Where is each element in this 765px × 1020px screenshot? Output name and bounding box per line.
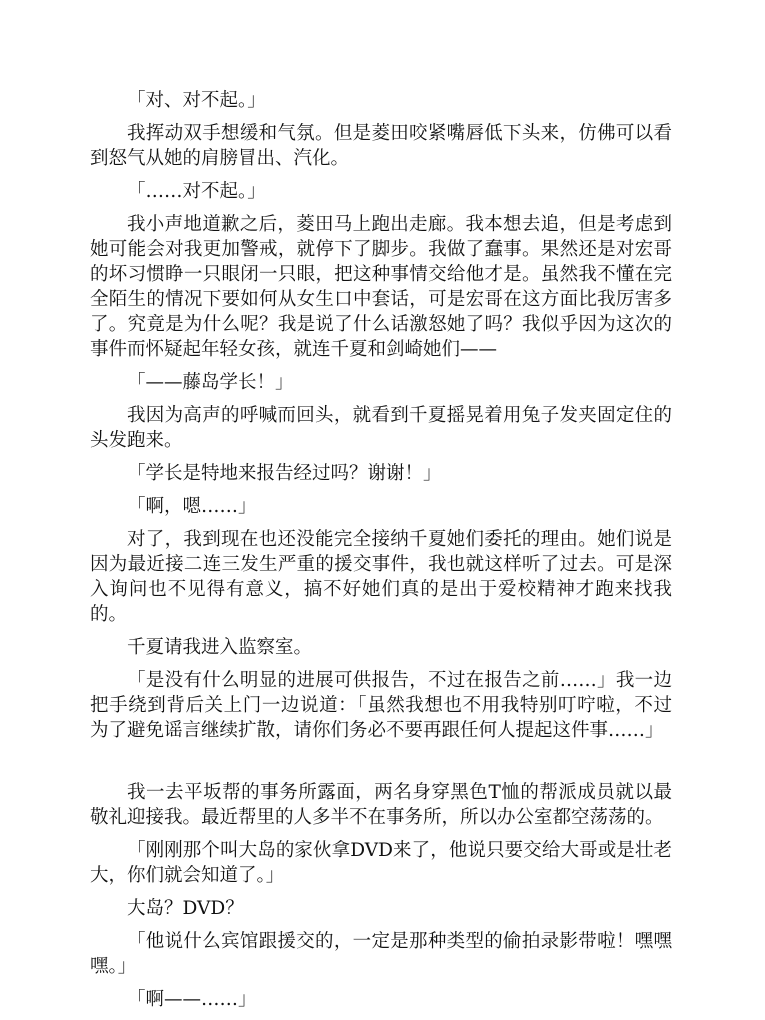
paragraph: 「刚刚那个叫大岛的家伙拿DVD来了，他说只要交给大哥或是壮老大，你们就会知道了。」 [90, 840, 672, 886]
paragraph: 「是没有什么明显的进展可供报告，不过在报告之前……」我一边把手绕到背后关上门一边说道：「虽然我想也不用我特别叮咛啦，不过为了避免谣言继续扩散，请你们务必不要再跟任何人提起这件事……」 [90, 670, 672, 741]
paragraph: 我小声地道歉之后，菱田马上跑出走廊。我本想去追，但是考虑到她可能会对我更加警戒，就停下了脚步。我做了蠢事。果然还是对宏哥的坏习惯睁一只眼闭一只眼，把这种事情交给他才是。虽然我不懂在完全陌生的情况下要如何从女生口中套话，可是宏哥在这方面比我厉害多了。究竟是为什么呢？我是说了什么话激怒她了吗？我似乎因为这次的事件而怀疑起年轻女孩，就连千夏和剑崎她们—— [90, 214, 672, 360]
paragraph: 「啊，嗯……」 [127, 496, 257, 517]
paragraph: 对了，我到现在也还没能完全接纳千夏她们委托的理由。她们说是因为最近接二连三发生严重的援交事件，我也就这样听了过去。可是深入询问也不见得有意义，搞不好她们真的是出于爱校精神才跑来找我的。 [90, 529, 672, 625]
paragraph: 我一去平坂帮的事务所露面，两名身穿黑色T恤的帮派成员就以最敬礼迎接我。最近帮里的人多半不在事务所，所以办公室都空荡荡的。 [90, 782, 672, 828]
paragraph: 我挥动双手想缓和气氛。但是菱田咬紧嘴唇低下头来，仿佛可以看到怒气从她的肩膀冒出、汽化。 [90, 123, 672, 169]
paragraph: 「……对不起。」 [127, 181, 266, 202]
page-body [90, 88, 672, 1020]
paragraph: 「对、对不起。」 [127, 90, 266, 111]
paragraph: 千夏请我进入监察室。 [127, 637, 313, 658]
paragraph: 我因为高声的呼喊而回头，就看到千夏摇晃着用兔子发夹固定住的头发跑来。 [90, 405, 672, 451]
paragraph: 「——藤岛学长！」 [127, 372, 294, 393]
scene-break [90, 751, 672, 780]
paragraph: 大岛？DVD？ [127, 898, 244, 919]
paragraph: 「学长是特地来报告经过吗？谢谢！」 [127, 463, 442, 484]
paragraph: 「啊——……」 [127, 989, 257, 1010]
paragraph: 「他说什么宾馆跟援交的，一定是那种类型的偷拍录影带啦！嘿嘿嘿。」 [90, 931, 672, 977]
